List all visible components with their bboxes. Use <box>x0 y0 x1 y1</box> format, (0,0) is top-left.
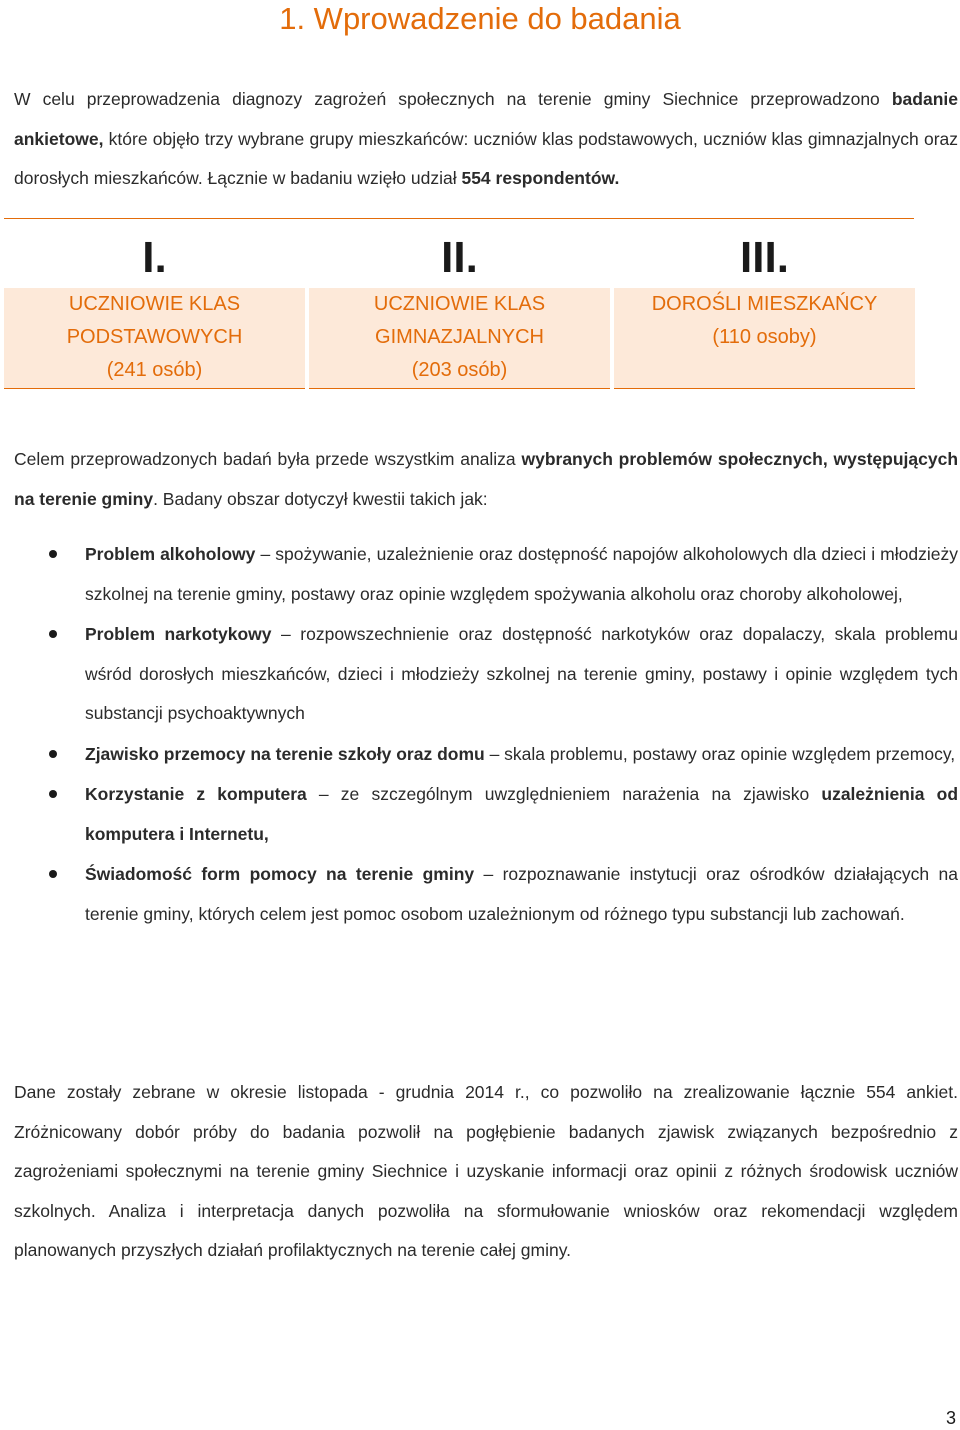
bullet-icon <box>49 630 57 638</box>
bullet-icon <box>49 550 57 558</box>
topic-title: Problem alkoholowy <box>85 544 256 564</box>
group-primary-students <box>4 218 305 391</box>
group-numeral: II. <box>441 233 478 282</box>
list-item <box>0 855 960 934</box>
bullet-icon <box>49 870 57 878</box>
group-label-box <box>4 288 305 389</box>
group-gymnasium-students <box>309 218 610 391</box>
section-title: 1. Wprowadzenie do badania <box>279 1 681 36</box>
list-item <box>0 535 960 614</box>
topic-text: – rozpoznawanie instytucji oraz ośrodków działających na terenie gminy, których celem jest pomoc osobom uzależnionym od różnego typu substancji lub zachowań. <box>85 864 958 924</box>
intro-bold-survey: badanie ankietowe, <box>14 89 958 149</box>
group-label-box <box>614 288 915 389</box>
group-label-line1: UCZNIOWIE KLAS <box>373 293 546 315</box>
list-item <box>0 775 960 854</box>
topic-title: Świadomość form pomocy na terenie gminy <box>85 864 475 884</box>
group-numeral: I. <box>142 233 167 282</box>
group-count: (203 osób) <box>411 359 508 381</box>
aim-paragraph <box>14 440 958 519</box>
topic-text: – spożywanie, uzależnienie oraz dostępność napojów alkoholowych dla dzieci i młodzieży szkolnej na terenie gminy, postawy oraz opinie względem spożywania alkoholu oraz choroby alkoholowej, <box>85 544 958 604</box>
bullet-icon <box>49 750 57 758</box>
intro-text-2: które objęło trzy wybrane grupy mieszkańców: uczniów klas podstawowych, uczniów klas gimnazjalnych oraz dorosłych mieszkańców. Łącznie w badaniu wzięło udział <box>14 128 958 188</box>
group-numeral: III. <box>740 233 789 282</box>
topic-title: Problem narkotykowy <box>85 624 272 644</box>
topic-title: Zjawisko przemocy na terenie szkoły oraz domu <box>85 743 485 764</box>
respondent-groups <box>4 218 914 391</box>
summary-paragraph: Dane zostały zebrane w okresie listopada - grudnia 2014 r., co pozwoliło na zrealizowanie łącznie 554 ankiet. Zróżnicowany dobór próby do badania pozwolił na pogłębienie badanych zjawisk związanych bezpośrednio z zagrożeniami społecznymi na terenie gminy Siechnice i uzyskanie informacji oraz opinii z różnych środowisk uczniów szkolnych. Analiza i interpretacja danych pozwoliła na sformułowanie wniosków oraz rekomendacji względem planowanych przyszłych działań profilaktycznych na terenie całej gminy. <box>14 1082 958 1260</box>
bullet-icon <box>49 790 57 798</box>
group-label-box <box>309 288 610 389</box>
topic-text: – rozpowszechnienie oraz dostępność narkotyków oraz dopalaczy, skala problemu wśród dorosłych mieszkańców, dzieci i młodzieży szkolnej na terenie gminy, postawy i opinie względem tych substancji psychoaktywnych <box>85 624 958 723</box>
topics-list <box>0 535 960 935</box>
group-label-line2: PODSTAWOWYCH <box>66 326 243 348</box>
group-label-line2: GIMNAZJALNYCH <box>375 326 544 348</box>
topic-title: Korzystanie z komputera <box>85 784 307 804</box>
intro-bold-respondents: 554 respondentów. <box>461 168 620 188</box>
topic-bold-2: uzależnienia od komputera i Internetu, <box>85 784 959 844</box>
intro-text-1: W celu przeprowadzenia diagnozy zagrożeń społecznych na terenie gminy Siechnice przeprowadzono <box>14 89 892 109</box>
aim-bold: wybranych problemów społecznych, występujących na terenie gminy <box>14 449 959 509</box>
group-label-line1: UCZNIOWIE KLAS <box>68 293 241 315</box>
group-adult-residents <box>614 218 915 391</box>
list-item <box>0 735 960 775</box>
group-label-line1: DOROŚLI MIESZKAŃCY <box>651 293 878 315</box>
group-count: (110 osoby) <box>712 326 817 348</box>
page-number: 3 <box>945 1408 956 1428</box>
aim-text-2: . Badany obszar dotyczył kwestii takich jak: <box>153 488 488 509</box>
aim-text-1: Celem przeprowadzonych badań była przede wszystkim analiza <box>14 449 522 469</box>
intro-paragraph <box>14 80 958 199</box>
topic-text: – skala problemu, postawy oraz opinie względem przemocy, <box>484 743 956 764</box>
group-count: (241 osób) <box>106 359 203 381</box>
list-item <box>0 615 960 734</box>
topic-text: – ze szczególnym uwzględnieniem narażenia na zjawisko <box>306 784 822 804</box>
